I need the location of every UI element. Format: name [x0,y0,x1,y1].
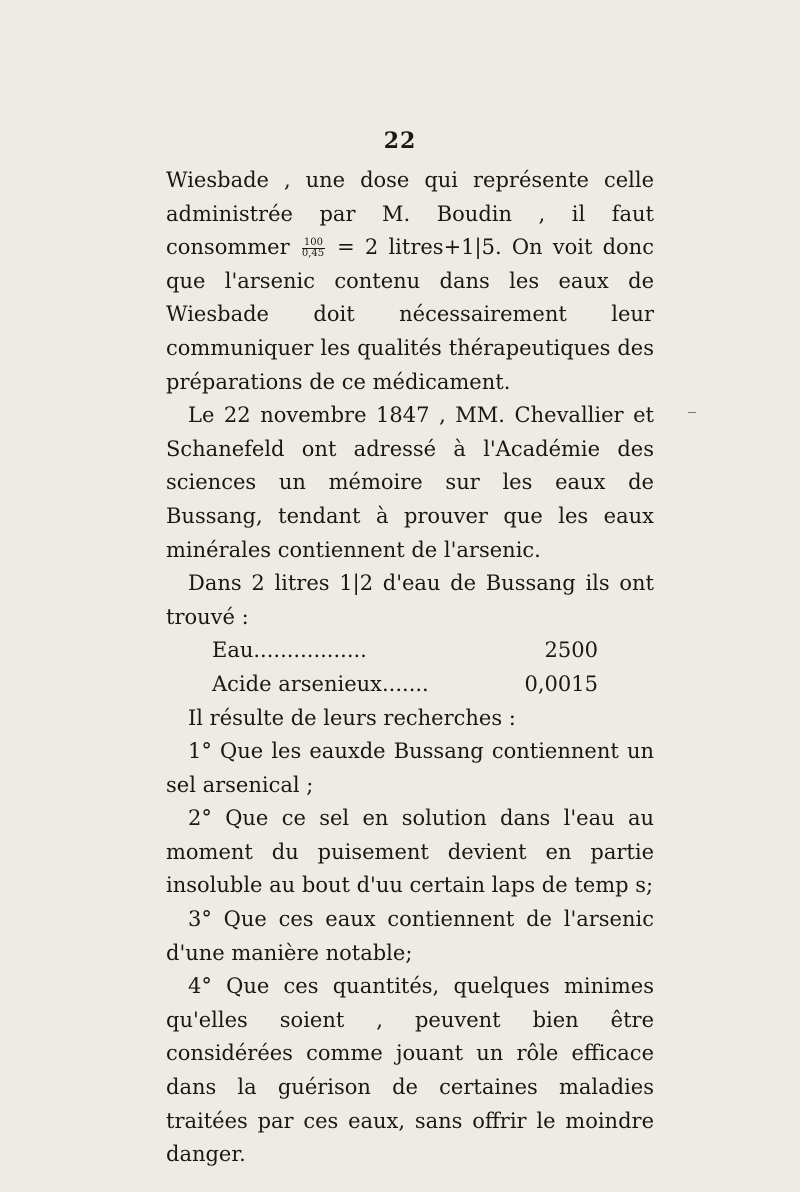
data-label-acide: Acide arsenieux....... [212,671,429,696]
paragraph-result-1: 1° Que les eauxde Bussang contiennent un sel arsenical ; [166,739,654,797]
paragraph-wiesbade-end: = 2 litres+1|5. On voit donc que l'arsenic contenu dans les eaux de Wiesbade doit nécessairement leur communiquer les qualités thérapeutiques des préparations de ce médicament. [166,235,654,394]
paragraph-academie: Le 22 novembre 1847 , MM. Chevallier et Schanefeld ont adressé à l'Académie des sciences un mémoire sur les eaux de Bussang, tendant à prouver que les eaux minérales contiennent de l'arsenic. [166,403,654,562]
margin-mark [688,412,696,413]
paragraph-result-2: 2° Que ce sel en solution dans l'eau au moment du puisement devient en partie insoluble au bout d'uu certain laps de temp s; [166,806,654,898]
paragraph-result-3: 3° Que ces eaux contiennent de l'arsenic d'une manière notable; [166,907,654,965]
data-label-eau: Eau................. [212,638,367,663]
data-row-acide [166,668,654,702]
body-text [166,164,654,1172]
paragraph-results-intro: Il résulte de leurs recherches : [188,705,516,730]
data-value-eau: 2500 [544,638,598,663]
data-value-acide: 0,0015 [524,671,598,696]
fraction-denominator: 0,45 [301,248,325,260]
paragraph-wiesbade [166,164,654,399]
paragraph-result-4: 4° Que ces quantités, quelques minimes qu'elles soient , peuvent bien être considérées comme jouant un rôle efficace dans la guérison de certaines maladies traitées par ces eaux, sans offrir le moindre danger. [166,974,654,1167]
page-number: 22 [383,128,417,154]
paragraph-wiesbade-start: Wiesbade , une dose qui représente celle administrée par M. Boudin , il faut consommer [166,168,654,260]
data-row-eau [166,634,654,668]
fraction-numerator: 100 [303,237,323,249]
dose-fraction [302,238,325,259]
paragraph-bussang-found: Dans 2 litres 1|2 d'eau de Bussang ils ont trouvé : [166,571,654,629]
